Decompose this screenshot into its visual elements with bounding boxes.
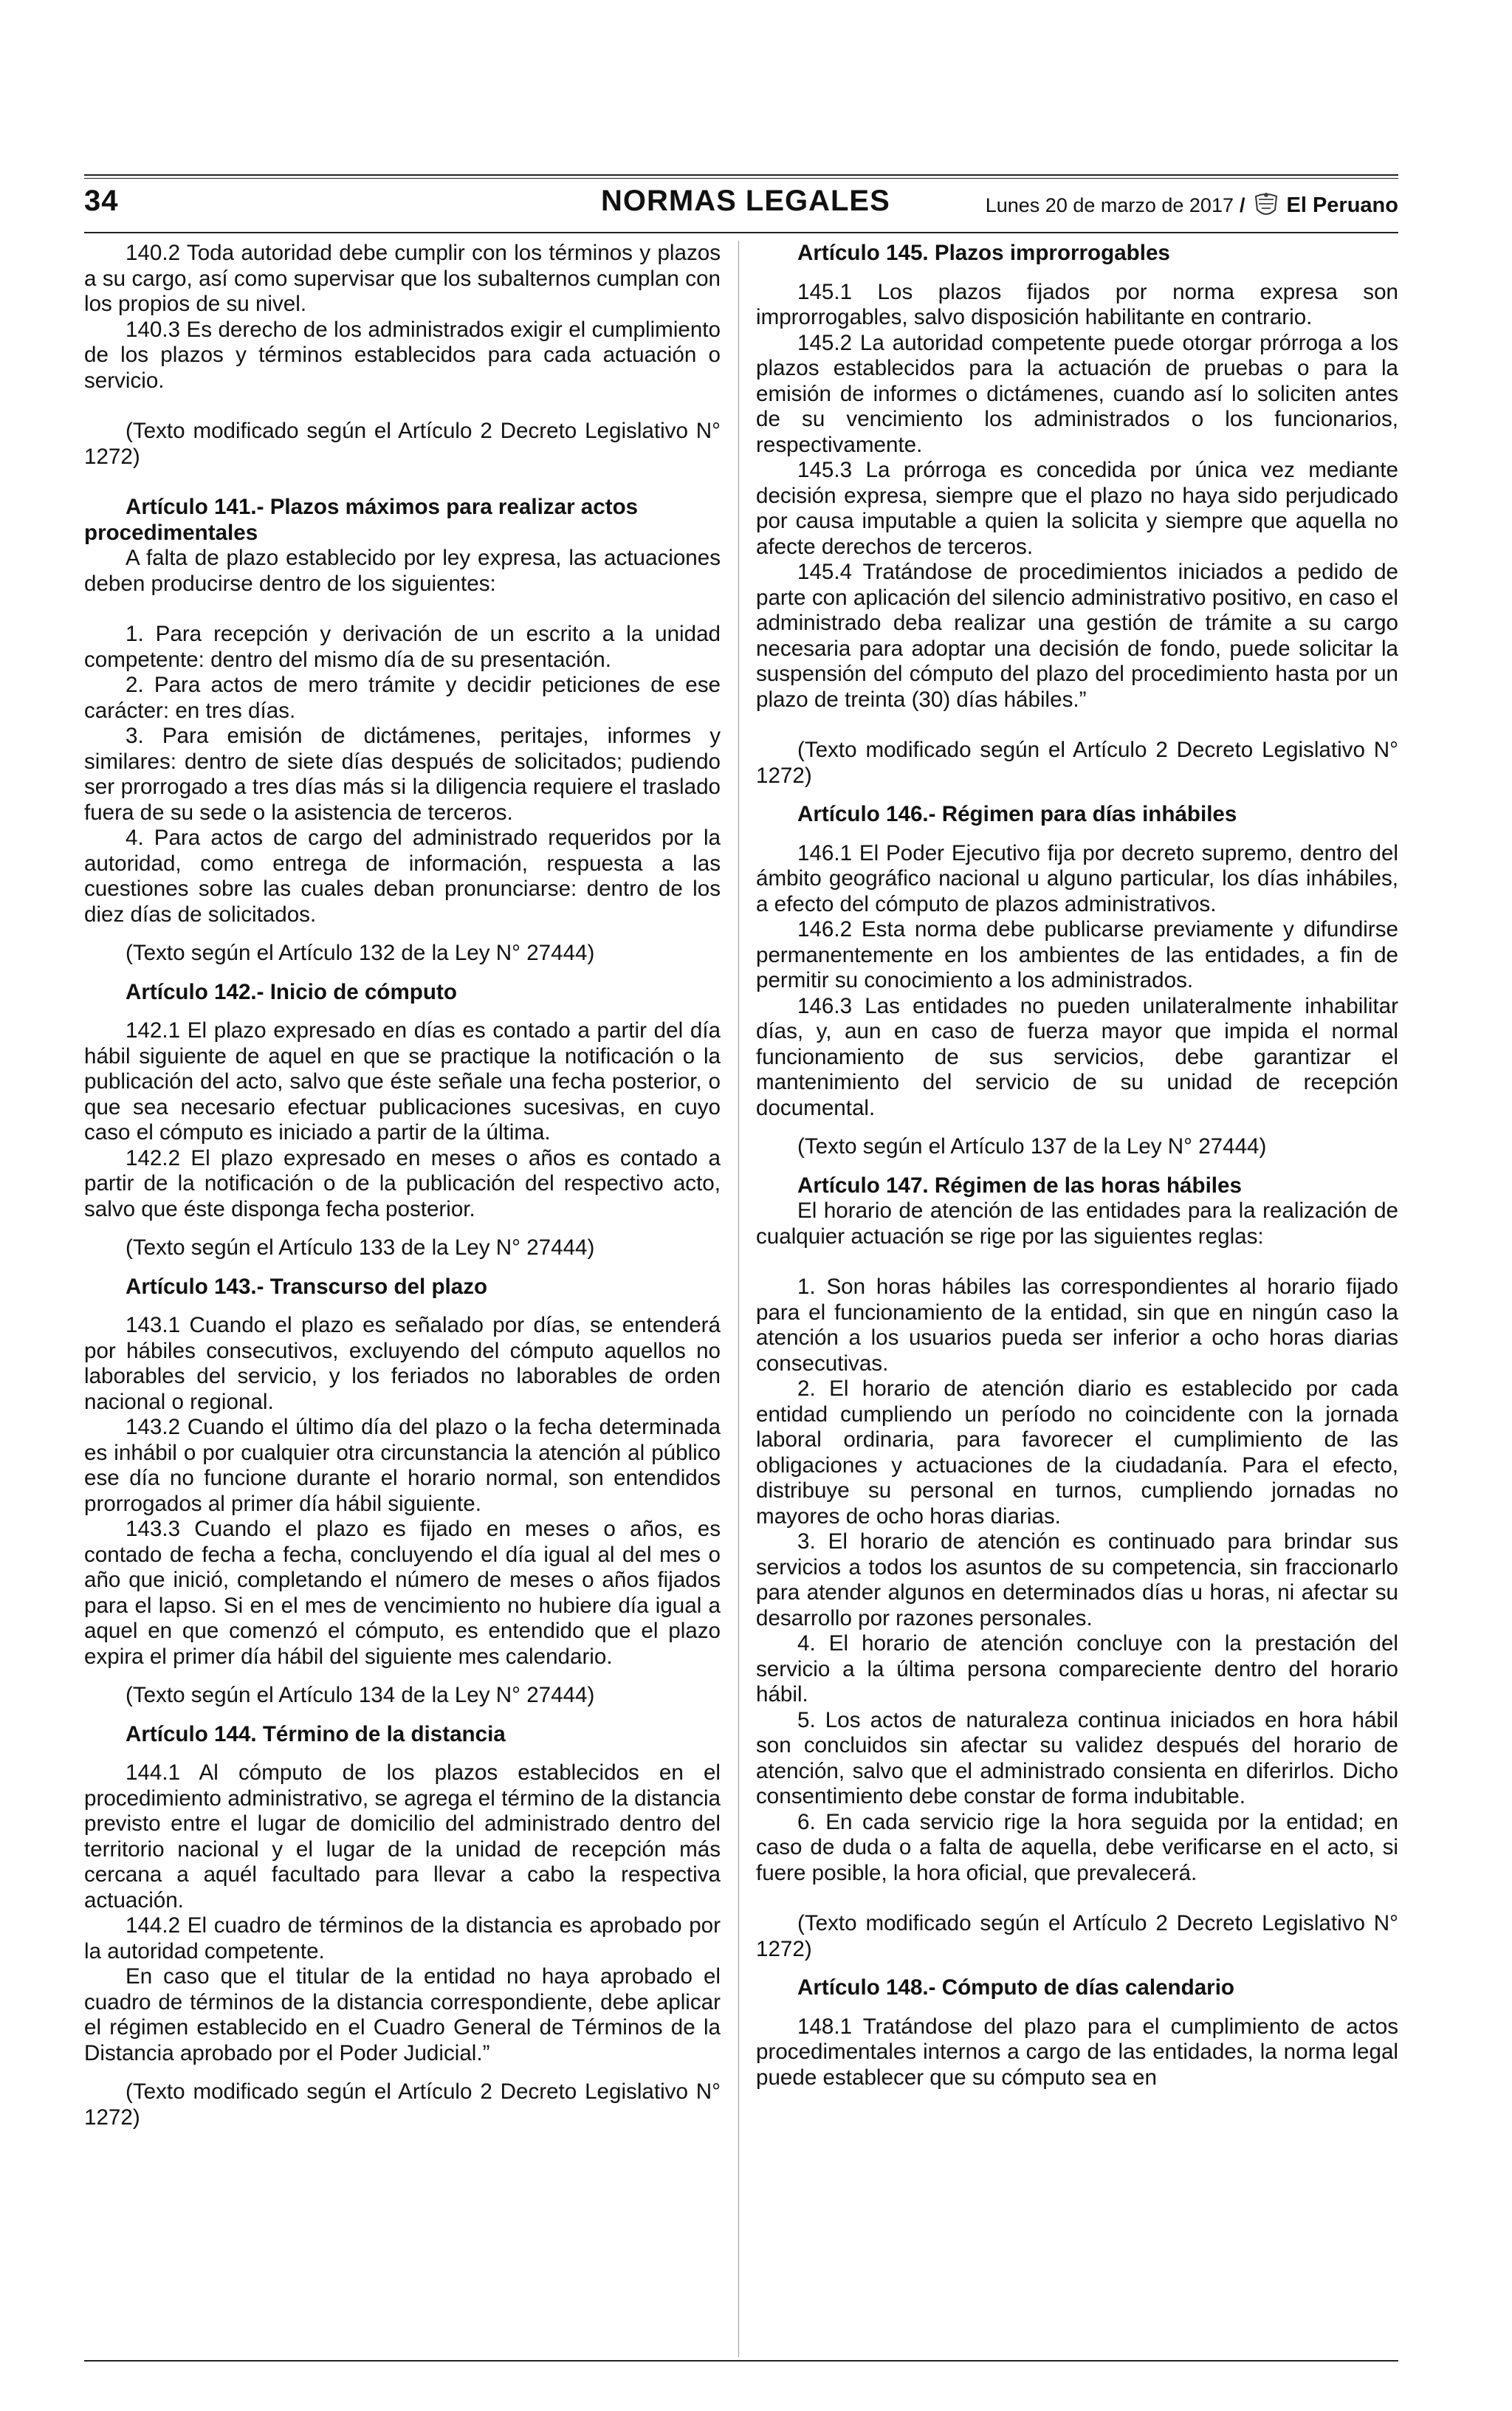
paragraph-142-2: 142.2 El plazo expresado en meses o años es contado a partir de la notificación o de la publicación del respectivo acto, salvo que éste disponga fecha posterior. — [84, 1145, 721, 1221]
paragraph-147-item-5: 5. Los actos de naturaleza continua iniciados en hora hábil son concluidos sin afectar su validez después del horario de atención, salvo que el administrado consienta en diferirlos. Dicho consentimiento debe constar de forma indubitable. — [756, 1707, 1398, 1808]
paragraph-144-3: En caso que el titular de la entidad no haya aprobado el cuadro de términos de la distancia correspondiente, debe aplicar el régimen establecido en el Cuadro General de Términos de la Distancia aprobado por el Poder Judicial.” — [84, 1964, 721, 2065]
peru-coat-of-arms-icon — [1251, 191, 1281, 220]
source-note: (Texto modificado según el Artículo 2 Decreto Legislativo N° 1272) — [84, 419, 721, 469]
paragraph-142-1: 142.1 El plazo expresado en días es contado a partir del día hábil siguiente de aquel en que se practique la notificación o la publicación del acto, salvo que éste señale una fecha posterior, o que sea necesario efectuar publicaciones sucesivas, en cuyo caso el cómputo es iniciado a partir de la última. — [84, 1018, 721, 1145]
publication-name: El Peruano — [1286, 193, 1398, 217]
paragraph-145-2: 145.2 La autoridad competente puede otorgar prórroga a los plazos establecidos para la actuación de pruebas o para la emisión de informes o dictámenes, cuando así lo soliciten antes de su vencimiento los administrados o los funcionarios, respectivamente. — [756, 330, 1398, 457]
paragraph-146-2: 146.2 Esta norma debe publicarse previamente y difundirse permanentemente en los ambientes de las entidades, a fin de permitir su conocimiento a los administrados. — [756, 917, 1398, 992]
source-note: (Texto modificado según el Artículo 2 Decreto Legislativo N° 1272) — [756, 738, 1398, 788]
article-141-heading: Artículo 141.- Plazos máximos para realizar actos procedimentales — [84, 495, 639, 545]
article-145-heading: Artículo 145. Plazos improrrogables — [797, 241, 1170, 265]
paragraph-141-item-4: 4. Para actos de cargo del administrado requeridos por la autoridad, como entrega de información, respuesta a las cuestiones sobre las cuales deban pronunciarse: dentro de los diez días de solicitados. — [84, 826, 721, 927]
footer-rule — [84, 2360, 1398, 2362]
paragraph-145-3: 145.3 La prórroga es concedida por única vez mediante decisión expresa, siempre que el plazo no haya sido perjudicado por causa imputable a quien la solicita y siempre que aquella no afecte derechos de terceros. — [756, 458, 1398, 559]
paragraph-147-item-4: 4. El horario de atención concluye con la prestación del servicio a la última persona compareciente dentro del horario hábil. — [756, 1631, 1398, 1707]
paragraph-140-3: 140.3 Es derecho de los administrados exigir el cumplimiento de los plazos y términos establecidos para cada actuación o servicio. — [84, 317, 721, 393]
paragraph-147-item-2: 2. El horario de atención diario es establecido por cada entidad cumpliendo un período no coincidente con la jornada laboral ordinaria, para favorecer el cumplimiento de las obligaciones y actuaciones de la ciudadanía. Para el efecto, distribuye su personal en turnos, cumpliendo jornadas no mayores de ocho horas diarias. — [756, 1376, 1398, 1529]
header-top-rule-thin — [84, 178, 1398, 179]
header-bottom-rule — [84, 232, 1398, 233]
article-144-heading: Artículo 144. Término de la distancia — [126, 1721, 506, 1746]
paragraph-145-1: 145.1 Los plazos fijados por norma expresa son improrrogables, salvo disposición habilitante en contrario. — [756, 279, 1398, 329]
column-divider — [738, 241, 739, 2357]
source-note: (Texto según el Artículo 137 de la Ley N° 27444) — [797, 1134, 1267, 1159]
paragraph-146-3: 146.3 Las entidades no pueden unilateralmente inhabilitar días, y, aun en caso de fuerza mayor que impida el normal funcionamiento de sus servicios, debe garantizar el mantenimiento del servicio de su unidad de recepción documental. — [756, 993, 1398, 1120]
article-142-heading: Artículo 142.- Inicio de cómputo — [126, 979, 457, 1004]
paragraph-141-intro: A falta de plazo establecido por ley expresa, las actuaciones deben producirse dentro de los siguientes: — [84, 546, 721, 596]
source-note: (Texto modificado según el Artículo 2 Decreto Legislativo N° 1272) — [756, 1911, 1398, 1961]
page-header — [84, 183, 1398, 227]
source-note: (Texto según el Artículo 132 de la Ley N° 27444) — [126, 941, 595, 965]
paragraph-140-2: 140.2 Toda autoridad debe cumplir con los términos y plazos a su cargo, así como supervisar que los subalternos cumplan con los propios de su nivel. — [84, 241, 721, 316]
paragraph-147-intro: El horario de atención de las entidades para la realización de cualquier actuación se rige por las siguientes reglas: — [756, 1198, 1398, 1249]
article-143-heading: Artículo 143.- Transcurso del plazo — [126, 1274, 488, 1299]
right-column — [756, 241, 1398, 2091]
article-148-heading: Artículo 148.- Cómputo de días calendario — [797, 1975, 1234, 2000]
paragraph-141-item-3: 3. Para emisión de dictámenes, peritajes, informes y similares: dentro de siete días después de solicitados; pudiendo ser prorrogado a tres días más si la diligencia requiere el traslado fuera de su sede o la asistencia de terceros. — [84, 724, 721, 825]
publication-date: Lunes 20 de marzo de 2017 — [985, 193, 1234, 216]
source-note: (Texto modificado según el Artículo 2 Decreto Legislativo N° 1272) — [84, 2079, 721, 2130]
paragraph-147-item-6: 6. En cada servicio rige la hora seguida por la entidad; en caso de duda o a falta de aquella, debe verificarse en el acto, si fuere posible, la hora oficial, que prevalecerá. — [756, 1809, 1398, 1885]
paragraph-147-item-3: 3. El horario de atención es continuado para brindar sus servicios a todos los asuntos de su competencia, sin fraccionarlo para atender algunos en determinados días u horas, ni afectar su desarrollo por razones personales. — [756, 1529, 1398, 1630]
header-top-rule — [84, 174, 1398, 176]
section-title: NORMAS LEGALES — [601, 185, 890, 217]
paragraph-143-1: 143.1 Cuando el plazo es señalado por días, se entenderá por hábiles consecutivos, excluyendo del cómputo aquellos no laborables del servicio, y los feriados no laborables de orden nacional o regional. — [84, 1313, 721, 1414]
paragraph-144-1: 144.1 Al cómputo de los plazos establecidos en el procedimiento administrativo, se agrega el término de la distancia previsto entre el lugar de domicilio del administrado dentro del territorio nacional y el lugar de la unidad de recepción más cercana a aquél facultado para llevar a cabo la respectiva actuación. — [84, 1760, 721, 1913]
paragraph-145-4: 145.4 Tratándose de procedimientos iniciados a pedido de parte con aplicación del silencio administrativo positivo, en caso el administrado deba realizar una gestión de trámite a su cargo necesaria para adoptar una decisión de fondo, puede solicitar la suspensión del cómputo del plazo del procedimiento hasta por un plazo de treinta (30) días hábiles.” — [756, 560, 1398, 712]
paragraph-144-2: 144.2 El cuadro de términos de la distancia es aprobado por la autoridad competente. — [84, 1913, 721, 1964]
paragraph-148-1: 148.1 Tratándose del plazo para el cumplimiento de actos procedimentales internos a cargo de las entidades, la norma legal puede establecer que su cómputo sea en — [756, 2014, 1398, 2090]
date-separator: / — [1239, 193, 1245, 216]
left-column — [84, 241, 721, 2130]
paragraph-143-3: 143.3 Cuando el plazo es fijado en meses o años, es contado de fecha a fecha, concluyendo el día igual al del mes o año que inició, completando el número de meses o años fijados para el lapso. Si en el mes de vencimiento no hubiere día igual a aquel en que comenzó el cómputo, es entendido que el plazo expira el primer día hábil del siguiente mes calendario. — [84, 1517, 721, 1669]
paragraph-147-item-1: 1. Son horas hábiles las correspondientes al horario fijado para el funcionamiento de la entidad, sin que en ningún caso la atención a los usuarios pueda ser inferior a ocho horas diarias consecutivas. — [756, 1275, 1398, 1376]
paragraph-146-1: 146.1 El Poder Ejecutivo fija por decreto supremo, dentro del ámbito geográfico nacional u alguno particular, los días inhábiles, a efecto del cómputo de plazos administrativos. — [756, 840, 1398, 916]
paragraph-141-item-2: 2. Para actos de mero trámite y decidir peticiones de ese carácter: en tres días. — [84, 673, 721, 723]
article-147-heading: Artículo 147. Régimen de las horas hábiles — [797, 1173, 1242, 1198]
page-number: 34 — [84, 185, 119, 217]
source-note: (Texto según el Artículo 133 de la Ley N° 27444) — [126, 1235, 595, 1260]
source-note: (Texto según el Artículo 134 de la Ley N° 27444) — [126, 1683, 595, 1707]
paragraph-143-2: 143.2 Cuando el último día del plazo o la fecha determinada es inhábil o por cualquier otra circunstancia la atención al público ese día no funcione durante el horario normal, son entendidos prorrogados al primer día hábil siguiente. — [84, 1415, 721, 1516]
article-146-heading: Artículo 146.- Régimen para días inhábiles — [797, 802, 1237, 826]
dateline — [986, 191, 1398, 220]
paragraph-141-item-1: 1. Para recepción y derivación de un escrito a la unidad competente: dentro del mismo día de su presentación. — [84, 622, 721, 672]
